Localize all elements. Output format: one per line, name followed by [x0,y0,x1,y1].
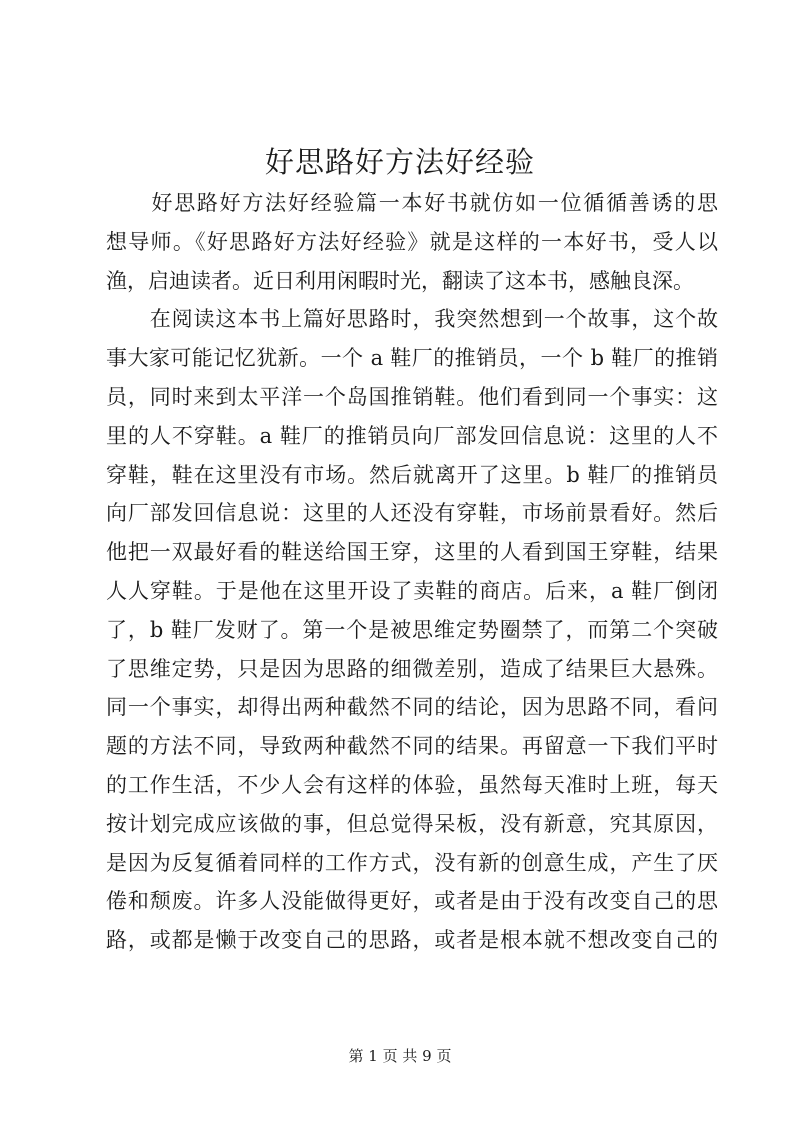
text-line: 好思路好方法好经验篇一本好书就仿如一位循循善诱的思 [106,191,718,215]
text-line: 是因为反复循着同样的工作方式，没有新的创意生成，产生了厌 [106,850,718,875]
text-line: 里的人不穿鞋。a 鞋厂的推销员向厂部发回信息说：这里的人不 [106,423,718,448]
text-line: 人人穿鞋。于是他在这里开设了卖鞋的商店。后来，a 鞋厂倒闭 [106,578,718,603]
text-line: 的工作生活，不少人会有这样的体验，虽然每天准时上班，每天 [106,772,718,797]
text-line: 渔，启迪读者。近日利用闲暇时光，翻读了这本书，感触良深。 [106,268,694,293]
text-line: 倦和颓废。许多人没能做得更好，或者是由于没有改变自己的思 [106,889,718,914]
text-line: 了思维定势，只是因为思路的细微差别，造成了结果巨大悬殊。 [106,656,718,681]
body-text [106,184,718,960]
text-line: 事大家可能记忆犹新。一个 a 鞋厂的推销员，一个 b 鞋厂的推销 [106,346,718,371]
text-line: 同一个事实，却得出两种截然不同的结论，因为思路不同，看问 [106,695,718,720]
text-line: 穿鞋，鞋在这里没有市场。然后就离开了这里。b 鞋厂的推销员 [106,462,718,487]
text-line: 向厂部发回信息说：这里的人还没有穿鞋，市场前景看好。然后 [106,501,718,526]
page-footer: 第 1 页 共 9 页 [348,1047,452,1065]
text-line: 在阅读这本书上篇好思路时，我突然想到一个故事，这个故 [106,307,718,332]
text-line: 题的方法不同，导致两种截然不同的结果。再留意一下我们平时 [106,734,718,759]
text-line: 按计划完成应该做的事，但总觉得呆板，没有新意，究其原因， [106,811,718,836]
text-line: 了，b 鞋厂发财了。第一个是被思维定势圈禁了，而第二个突破 [106,617,718,642]
page-title: 好思路好方法好经验 [264,145,535,179]
text-line: 想导师。《好思路好方法好经验》就是这样的一本好书，受人以 [106,229,718,254]
text-line: 路，或都是懒于改变自己的思路，或者是根本就不想改变自己的 [106,928,718,953]
text-line: 员，同时来到太平洋一个岛国推销鞋。他们看到同一个事实：这 [106,384,718,409]
text-line: 他把一双最好看的鞋送给国王穿，这里的人看到国王穿鞋，结果 [106,540,718,565]
